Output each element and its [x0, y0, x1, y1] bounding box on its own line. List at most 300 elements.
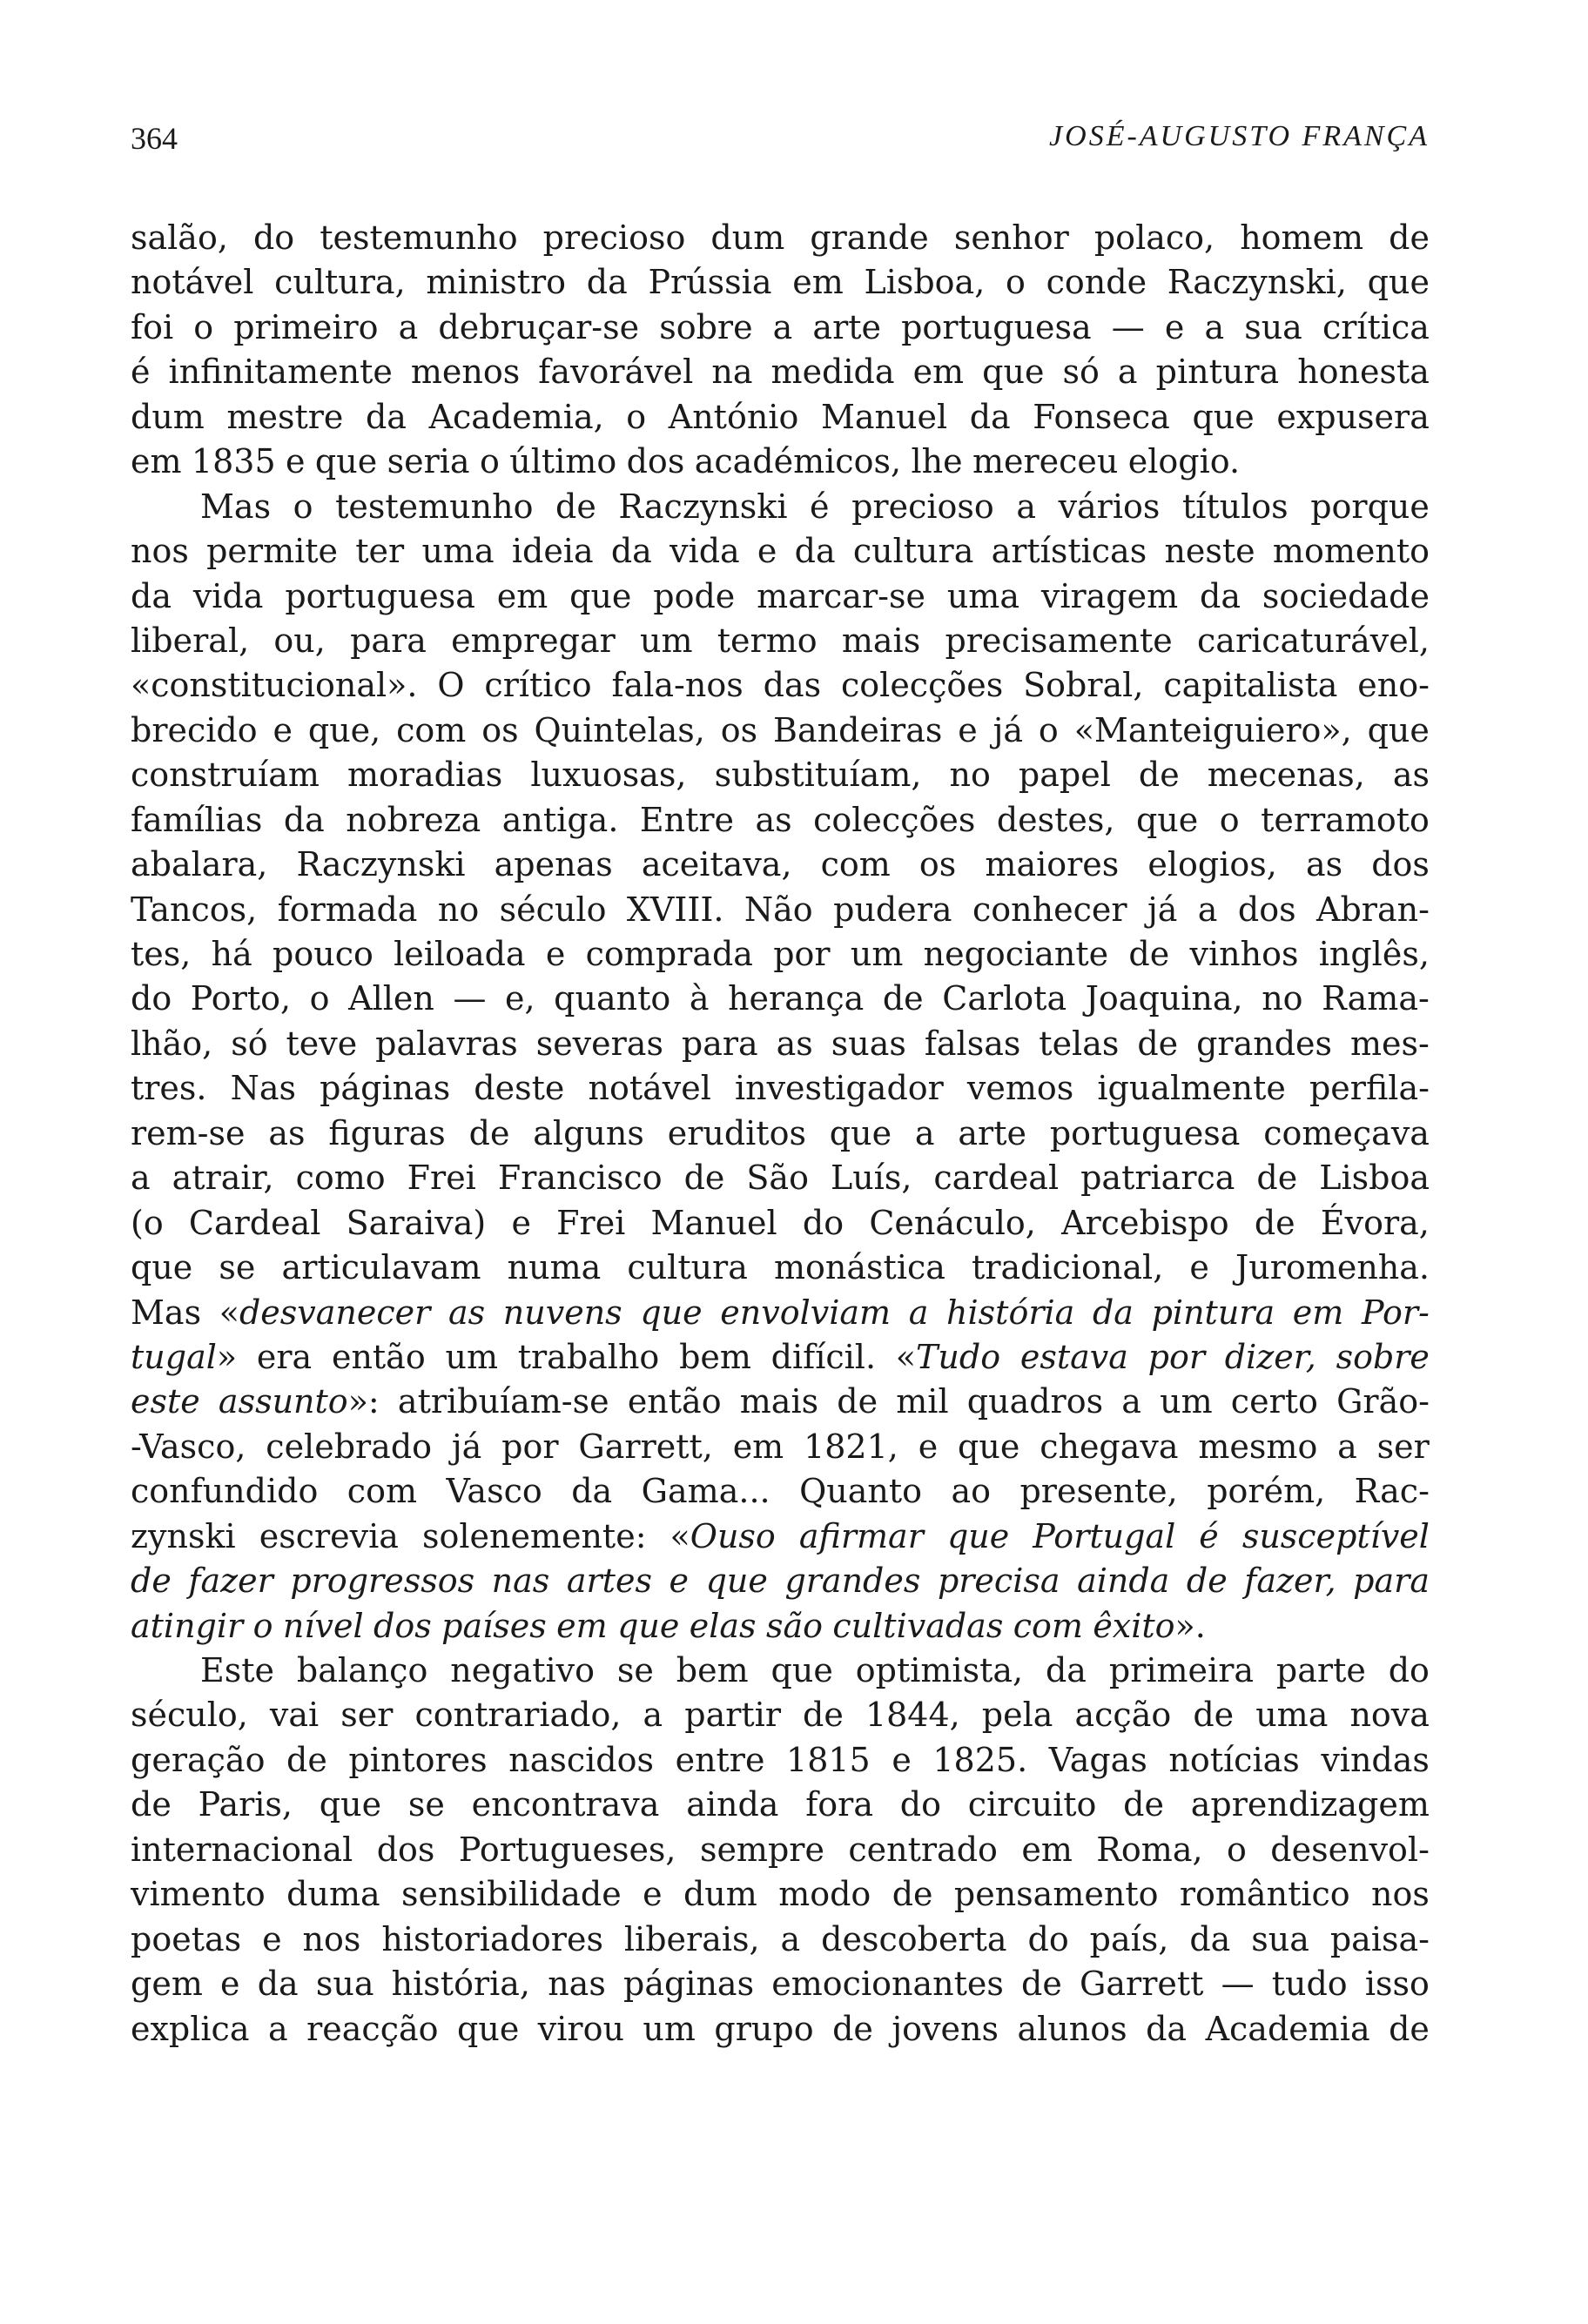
- word: no: [437, 890, 480, 929]
- word: Por-: [1361, 1293, 1430, 1332]
- word: uma: [1255, 1696, 1329, 1735]
- word: um: [850, 935, 904, 973]
- word: afirmar: [798, 1516, 924, 1555]
- word: presente,: [1019, 1472, 1178, 1511]
- word: que: [1367, 263, 1430, 302]
- word: por: [773, 935, 831, 973]
- word: a: [772, 307, 793, 346]
- word: palavras: [375, 1024, 518, 1063]
- word: historiadores: [381, 1919, 603, 1958]
- word: a: [1204, 307, 1225, 346]
- word: que: [1367, 710, 1430, 749]
- word: e: [669, 1562, 690, 1601]
- word: alunos: [1017, 2009, 1127, 2048]
- word: mes-: [1349, 1024, 1430, 1063]
- word: que: [982, 353, 1045, 392]
- word: a: [131, 1159, 151, 1198]
- word: com: [1013, 1606, 1083, 1645]
- word: da: [571, 1472, 613, 1511]
- word: Academia: [1205, 2009, 1370, 2048]
- text-line: [131, 1515, 1430, 1559]
- word: «Ouso: [670, 1516, 776, 1555]
- word: a: [780, 1919, 801, 1958]
- word: de: [892, 1875, 933, 1914]
- word: se: [407, 1785, 445, 1824]
- word: Roma,: [1096, 1830, 1203, 1869]
- word: o: [309, 979, 330, 1018]
- word: 1825.: [932, 1740, 1028, 1779]
- word: celebrado: [266, 1427, 433, 1466]
- word: vai: [269, 1696, 320, 1735]
- word: da: [283, 800, 325, 839]
- word: das: [763, 666, 822, 705]
- word: «Manteiguiero»,: [1073, 710, 1352, 749]
- word: da: [131, 576, 172, 615]
- word: ainda: [686, 1785, 779, 1824]
- word: dos: [626, 442, 685, 481]
- word: só: [1062, 353, 1100, 392]
- word: -Vasco,: [131, 1427, 246, 1466]
- word: que: [569, 576, 632, 615]
- word: Abran-: [1316, 890, 1430, 929]
- word: académicos,: [694, 442, 902, 481]
- word: igualmente: [1097, 1069, 1286, 1108]
- word: pintores: [348, 1740, 488, 1779]
- word: seria: [387, 442, 470, 481]
- word: explica: [131, 2009, 250, 2048]
- word: partir: [684, 1696, 781, 1735]
- word: contrariado,: [414, 1696, 622, 1735]
- word: por: [1147, 1337, 1205, 1376]
- word: dizer,: [1224, 1337, 1316, 1376]
- word: escrevia: [259, 1516, 399, 1555]
- word: Grão-: [1336, 1382, 1430, 1421]
- word: bem: [676, 1651, 749, 1689]
- word: primeiro: [233, 307, 379, 346]
- word: liberais,: [623, 1919, 760, 1958]
- body-text: [131, 216, 1430, 2052]
- word: da: [1200, 576, 1241, 615]
- word: Academia,: [428, 397, 604, 436]
- word: vida: [192, 576, 264, 615]
- word: do: [899, 1785, 941, 1824]
- word: abalara,: [131, 845, 268, 884]
- word: da: [257, 1965, 299, 2004]
- word: vimento: [131, 1875, 266, 1914]
- word: O: [437, 666, 465, 705]
- word: porque: [1310, 487, 1430, 526]
- word: século: [499, 890, 607, 929]
- word: o: [1038, 710, 1059, 749]
- word: portuguesa: [901, 307, 1092, 346]
- word: tudo: [1271, 1965, 1348, 2004]
- word: nobreza: [346, 800, 481, 839]
- word: internacional: [131, 1830, 353, 1869]
- word: que: [457, 2009, 520, 2048]
- word: e,: [505, 979, 535, 1018]
- word: alguns: [533, 1113, 644, 1152]
- word: mais: [841, 621, 921, 660]
- word: destes,: [996, 800, 1115, 839]
- word: um: [1160, 1382, 1213, 1421]
- word: nas: [548, 1965, 606, 2004]
- word: Luís,: [830, 1159, 912, 1198]
- word: Tancos,: [131, 890, 258, 929]
- word: Sobral,: [1023, 666, 1144, 705]
- word: nova: [1349, 1696, 1430, 1735]
- word: Gama...: [641, 1472, 770, 1511]
- word: a: [267, 2009, 288, 2048]
- word: rem-se: [131, 1113, 246, 1152]
- text-line: [131, 1156, 1430, 1200]
- word: investigador: [734, 1069, 944, 1108]
- word: de: [468, 1113, 510, 1152]
- text-line: [131, 1872, 1430, 1917]
- text-line: [131, 1022, 1430, 1066]
- text-line: [131, 1828, 1430, 1872]
- word: Rama-: [1322, 979, 1430, 1018]
- word: como: [295, 1159, 386, 1198]
- word: Raczynski: [618, 487, 788, 526]
- word: então: [331, 1337, 426, 1376]
- word: e: [892, 1740, 912, 1779]
- word: fora: [805, 1785, 873, 1824]
- word: cardeal: [933, 1159, 1060, 1198]
- word: comprada: [585, 935, 753, 973]
- word: grandes: [1196, 1024, 1333, 1063]
- text-line: [131, 932, 1430, 977]
- word: moradias: [347, 756, 503, 795]
- word: que: [314, 442, 378, 481]
- text-line: [131, 1649, 1430, 1693]
- word: da: [1189, 1919, 1231, 1958]
- word: precisamente: [945, 621, 1173, 660]
- word: as: [1392, 756, 1430, 795]
- word: Joaquina,: [1085, 979, 1243, 1018]
- text-line: [131, 260, 1430, 305]
- text-line: [131, 1738, 1430, 1783]
- word: Francisco: [497, 1159, 663, 1198]
- word: notável: [588, 1069, 711, 1108]
- word: uma: [946, 576, 1019, 615]
- text-line: [131, 1112, 1430, 1156]
- word: romântico: [1179, 1875, 1350, 1914]
- word: aceitava,: [641, 845, 792, 884]
- word: a: [908, 1293, 929, 1332]
- word: que: [946, 1516, 1010, 1555]
- word: é: [1199, 1516, 1219, 1555]
- word: artes: [566, 1562, 652, 1601]
- word: da: [969, 397, 1011, 436]
- word: a: [914, 1113, 935, 1152]
- word: ainda: [1077, 1562, 1170, 1601]
- word: capitalista: [1163, 666, 1338, 705]
- word: empregar: [451, 621, 616, 660]
- word: caricaturável,: [1197, 621, 1430, 660]
- word: por: [501, 1427, 559, 1466]
- word: países: [441, 1606, 547, 1645]
- word: portuguesa: [285, 576, 475, 615]
- word: pode: [653, 576, 736, 615]
- word: vindas: [1321, 1740, 1430, 1779]
- text-line: [131, 1380, 1430, 1424]
- word: Arcebispo: [1061, 1203, 1229, 1242]
- word: colecções: [813, 800, 976, 839]
- word: gem: [131, 1965, 203, 2004]
- word: Frei: [556, 1203, 626, 1242]
- word: que: [617, 1606, 680, 1645]
- word: «Tudo: [895, 1337, 1001, 1376]
- word: a: [1016, 487, 1036, 526]
- word: Garrett: [1080, 1965, 1204, 2004]
- word: em: [732, 1427, 784, 1466]
- word: e: [220, 1965, 240, 2004]
- word: só: [231, 1024, 268, 1063]
- word: a: [1121, 1382, 1141, 1421]
- word: o: [1226, 1830, 1247, 1869]
- word: arte: [812, 307, 882, 346]
- word: em: [131, 442, 182, 481]
- word: inglês,: [1318, 935, 1430, 973]
- word: e: [511, 1203, 531, 1242]
- word: conhecer: [972, 890, 1127, 929]
- word: optimista,: [855, 1651, 1024, 1689]
- word: brecido: [131, 710, 258, 749]
- word: 1821,: [804, 1427, 898, 1466]
- word: certo: [1230, 1382, 1318, 1421]
- word: modo: [778, 1875, 871, 1914]
- word: jovens: [892, 2009, 999, 2048]
- word: 1844,: [865, 1696, 960, 1735]
- word: dos: [1237, 890, 1296, 929]
- word: António: [668, 397, 799, 436]
- word: de: [832, 2009, 873, 2048]
- word: dos: [373, 1606, 432, 1645]
- word: do: [252, 218, 295, 257]
- text-line: [131, 753, 1430, 797]
- word: porém,: [1207, 1472, 1326, 1511]
- word: sua: [315, 1965, 374, 2004]
- word: sociedade: [1262, 576, 1430, 615]
- word: deste: [474, 1069, 565, 1108]
- word: então: [627, 1382, 722, 1421]
- text-line: [131, 619, 1430, 663]
- word: 1815: [786, 1740, 871, 1779]
- text-line: [131, 529, 1430, 574]
- word: isso: [1364, 1965, 1430, 2004]
- word: páginas: [320, 1069, 451, 1108]
- word: negativo: [450, 1651, 595, 1689]
- word: encontrava: [471, 1785, 660, 1824]
- word: arte: [958, 1113, 1026, 1152]
- text-line: [131, 485, 1430, 529]
- word: severas: [535, 1024, 663, 1063]
- word: Vasco: [446, 1472, 542, 1511]
- word: —: [1221, 1965, 1255, 2004]
- word: da: [1092, 1293, 1134, 1332]
- word: que: [131, 1248, 193, 1287]
- word: que: [1135, 800, 1199, 839]
- word: numa: [507, 1248, 602, 1287]
- word: termo: [717, 621, 818, 660]
- word: acção: [1074, 1696, 1172, 1735]
- word: sensibilidade: [401, 1875, 622, 1914]
- word: atingir: [131, 1606, 244, 1645]
- word: da: [1146, 2009, 1188, 2048]
- word: papel: [1018, 756, 1111, 795]
- word: Nas: [230, 1069, 297, 1108]
- word: para: [350, 621, 427, 660]
- word: (o: [131, 1203, 164, 1242]
- word: terramoto: [1261, 800, 1430, 839]
- word: de: [1123, 1785, 1164, 1824]
- word: e: [958, 710, 978, 749]
- word: solenemente:: [421, 1516, 647, 1555]
- word: eruditos: [667, 1113, 806, 1152]
- word: assunto»:: [218, 1382, 380, 1421]
- word: permite: [206, 532, 339, 571]
- word: conde: [1046, 263, 1147, 302]
- word: pensamento: [953, 1875, 1159, 1914]
- text-line: [131, 1201, 1430, 1246]
- word: Portugueses,: [458, 1830, 676, 1869]
- word: da: [365, 397, 407, 436]
- text-line: [131, 709, 1430, 753]
- word: Évora,: [1320, 1203, 1430, 1242]
- word: pudera: [833, 890, 952, 929]
- word: sua: [1244, 307, 1302, 346]
- word: o: [193, 307, 214, 346]
- word: os: [481, 710, 519, 749]
- word: é: [131, 353, 151, 392]
- word: que: [705, 1562, 768, 1601]
- word: atribuíam-se: [397, 1382, 609, 1421]
- word: mereceu: [972, 442, 1119, 481]
- page-number: 364: [131, 121, 178, 156]
- word: Paris,: [198, 1785, 293, 1824]
- word: nível: [282, 1606, 364, 1645]
- word: leiloada: [394, 935, 526, 973]
- word: confundido: [131, 1472, 319, 1511]
- word: infinitamente: [168, 353, 393, 392]
- word: envolviam: [720, 1293, 892, 1332]
- word: que: [958, 1427, 1020, 1466]
- word: de: [837, 1382, 878, 1421]
- word: para: [681, 1024, 758, 1063]
- word: 1835: [191, 442, 276, 481]
- word: «desvanecer: [219, 1293, 431, 1332]
- word: suas: [831, 1024, 906, 1063]
- word: grande: [810, 218, 929, 257]
- word: cultivadas: [832, 1606, 1004, 1645]
- running-title: JOSÉ-AUGUSTO FRANÇA: [1049, 120, 1430, 152]
- word: poetas: [131, 1919, 242, 1958]
- text-line: [131, 1604, 1430, 1649]
- word: colecções: [841, 666, 1004, 705]
- word: no: [949, 756, 991, 795]
- word: paisa-: [1329, 1919, 1430, 1958]
- word: e: [545, 935, 566, 973]
- word: se: [219, 1248, 256, 1287]
- word: foi: [131, 307, 174, 346]
- word: nos: [1371, 1875, 1430, 1914]
- word: Mas: [131, 1293, 202, 1332]
- word: de: [803, 1696, 844, 1735]
- word: Raczynski: [296, 845, 466, 884]
- text-line: [131, 843, 1430, 887]
- word: expusera: [1276, 397, 1430, 436]
- word: de: [1193, 1696, 1235, 1735]
- word: da: [586, 263, 628, 302]
- word: luxuosas,: [530, 756, 687, 795]
- text-line: [131, 1246, 1430, 1290]
- word: susceptível: [1241, 1516, 1430, 1555]
- word: e: [918, 1427, 939, 1466]
- word: sua: [1251, 1919, 1309, 1958]
- word: pela: [981, 1696, 1053, 1735]
- word: tes,: [131, 935, 192, 973]
- word: as: [755, 800, 792, 839]
- word: quadros: [966, 1382, 1104, 1421]
- word: elogios,: [1147, 845, 1277, 884]
- word: as: [447, 1293, 486, 1332]
- word: as: [268, 1113, 306, 1152]
- word: a: [1117, 353, 1138, 392]
- word: de: [683, 1159, 725, 1198]
- word: com: [396, 710, 467, 749]
- word: de: [882, 979, 924, 1018]
- word: Vagas: [1048, 1740, 1147, 1779]
- word: Bandeiras: [773, 710, 943, 749]
- word: nos: [302, 1919, 361, 1958]
- word: o: [1219, 800, 1240, 839]
- word: crítica: [1322, 307, 1430, 346]
- word: grandes: [784, 1562, 921, 1601]
- word: tugal»: [131, 1337, 238, 1376]
- word: Frei: [407, 1159, 476, 1198]
- word: balanço: [296, 1651, 428, 1689]
- word: os: [720, 710, 758, 749]
- word: articulavam: [281, 1248, 481, 1287]
- word: negociante: [923, 935, 1109, 973]
- word: as: [776, 1024, 813, 1063]
- word: centrado: [848, 1830, 998, 1869]
- word: construíam: [131, 756, 320, 795]
- word: Saraiva): [346, 1203, 487, 1242]
- word: o: [293, 487, 313, 526]
- word: ser: [1376, 1427, 1430, 1466]
- text-line: [131, 1425, 1430, 1469]
- word: em: [792, 263, 844, 302]
- word: história: [946, 1293, 1075, 1332]
- word: viragem: [1040, 576, 1179, 615]
- word: Entre: [639, 800, 735, 839]
- word: de: [131, 1785, 172, 1824]
- word: último: [509, 442, 617, 481]
- word: descoberta: [821, 1919, 1007, 1958]
- word: difícil.: [770, 1337, 877, 1376]
- word: Raczynski,: [1167, 263, 1347, 302]
- text-line: [131, 1469, 1430, 1514]
- word: virou: [537, 2009, 624, 2048]
- word: estava: [1019, 1337, 1128, 1376]
- word: debruçar-se: [438, 307, 640, 346]
- word: nascidos: [508, 1740, 655, 1779]
- word: dos: [376, 1830, 435, 1869]
- word: ser: [340, 1696, 394, 1735]
- word: de: [1137, 1024, 1179, 1063]
- word: sempre: [699, 1830, 824, 1869]
